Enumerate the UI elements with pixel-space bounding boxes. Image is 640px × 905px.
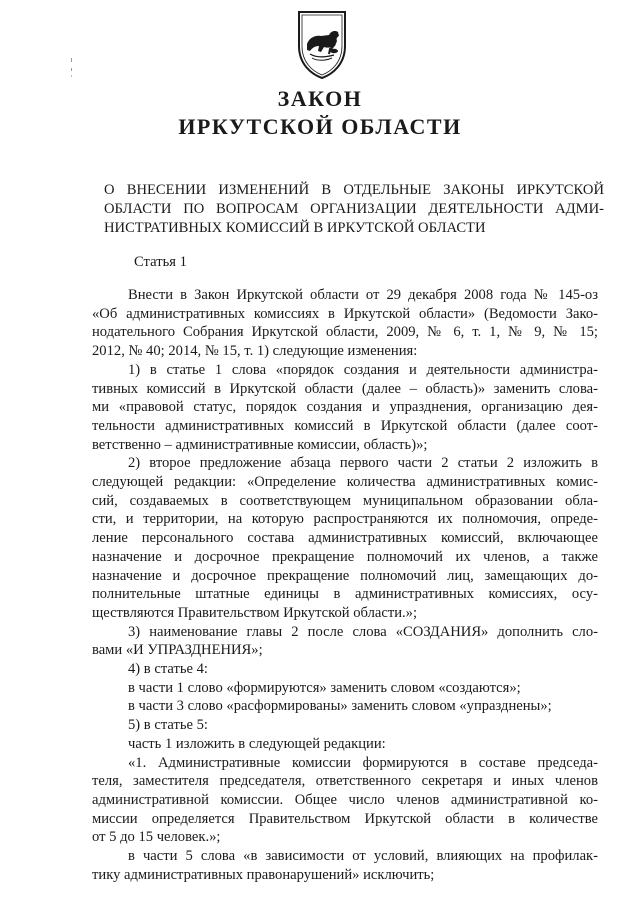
subject-line: ОБЛАСТИ ПО ВОПРОСАМ ОРГАНИЗАЦИИ ДЕЯТЕЛЬНОСТИ АДМИ- [104, 201, 604, 217]
subject-line: О ВНЕСЕНИИ ИЗМЕНЕНИЙ В ОТДЕЛЬНЫЕ ЗАКОНЫ ИРКУТСКОЙ [104, 182, 604, 198]
body-line: «1. Административные комиссии формируются в составе председа- [128, 754, 598, 771]
body-line: следующей редакции: «Определение количества административных комис- [92, 474, 598, 491]
scan-mark [70, 58, 73, 78]
article-heading: Статья 1 [134, 254, 187, 270]
body-line: сий, создаваемых в соответствующем муниципальном образовании обла- [92, 492, 598, 509]
body-line: теля, заместителя председателя, ответственного секретаря и иных членов [92, 773, 598, 790]
law-region: ИРКУТСКОЙ ОБЛАСТИ [178, 114, 462, 139]
body-line: полнительные штатные единицы в административных комиссиях, осу- [92, 586, 598, 603]
body-line: ществляются Правительством Иркутской области.»; [92, 604, 418, 621]
body-line: административной комиссии. Общее число членов административной ко- [92, 791, 598, 808]
body-line: назначение и досрочное прекращение полномочий их членов, а также [92, 548, 598, 565]
body-line: ми «правовой статус, порядок создания и упразднения, организацию дея- [92, 399, 598, 416]
article-body [92, 286, 598, 885]
body-line: в части 3 слово «расформированы» заменить словом «упразднены»; [128, 698, 552, 715]
body-line: в части 5 слова «в зависимости от условий, влияющих на профилак- [128, 848, 598, 865]
body-line: назначение и досрочное прекращение полномочий лиц, замещающих до- [92, 567, 598, 584]
body-line: 2) второе предложение абзаца первого части 2 статьи 2 изложить в [128, 455, 598, 472]
body-line: «Об административных комиссиях в Иркутской области» (Ведомости Зако- [92, 305, 598, 322]
subject-line: НИСТРАТИВНЫХ КОМИССИЙ В ИРКУТСКОЙ ОБЛАСТИ [104, 220, 486, 236]
body-line: тику административных правонарушений» исключить; [92, 866, 435, 883]
body-line: от 5 до 15 человек.»; [92, 829, 221, 846]
body-line: 4) в статье 4: [128, 661, 208, 678]
body-line: Внести в Закон Иркутской области от 29 декабря 2008 года № 145-оз [128, 287, 598, 303]
body-line: 3) наименование главы 2 после слова «СОЗДАНИЯ» дополнить сло- [128, 623, 598, 640]
body-line: в части 1 слово «формируются» заменить словом «создаются»; [128, 679, 521, 696]
body-line: миссии определяется Правительством Иркутской области в количестве [92, 810, 598, 827]
body-line: нодательного Собрания Иркутской области, 2009, № 6, т. 1, № 9, № 15; [92, 324, 598, 341]
body-line: 1) в статье 1 слова «порядок создания и деятельности администра- [128, 361, 598, 378]
body-line: вами «И УПРАЗДНЕНИЯ»; [92, 642, 263, 659]
law-title: ЗАКОН [277, 86, 363, 111]
body-line: 2012, № 40; 2014, № 15, т. 1) следующие изменения: [92, 343, 418, 360]
body-line: сти, и территории, на которую распространяются их полномочия, опреде- [92, 511, 598, 528]
coat-of-arms-icon [293, 8, 351, 80]
body-line: ветственно – административные комиссии, область)»; [92, 436, 428, 453]
body-line: 5) в статье 5: [128, 717, 208, 734]
law-subject [104, 181, 604, 238]
body-line: часть 1 изложить в следующей редакции: [128, 735, 386, 752]
body-line: ление персонального состава административных комиссий, включающее [92, 530, 598, 547]
body-line: тельности административных комиссий в Иркутской области (далее соот- [92, 417, 598, 434]
body-line: тивных комиссий в Иркутской области (далее – область)» заменить слова- [92, 380, 598, 397]
